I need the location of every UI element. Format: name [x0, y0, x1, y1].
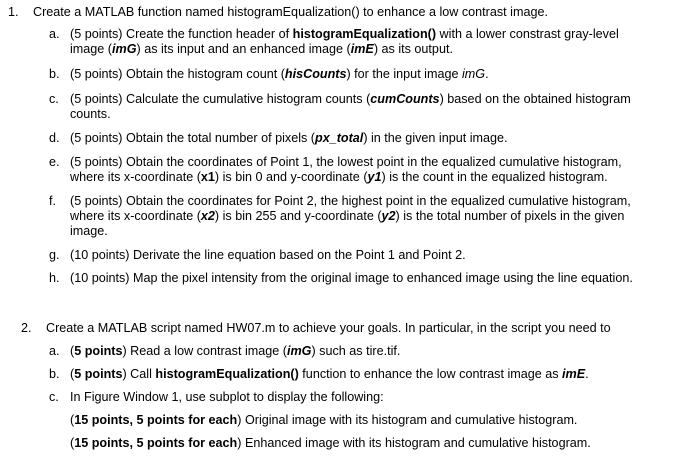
q1f-line2: where its x-coordinate (x2) is bin 255 and y-coordinate (y2) is the total number of pixels in the given	[70, 209, 625, 223]
q1d-line1: (5 points) Obtain the total number of pixels (px_total) in the given input image.	[70, 131, 508, 145]
q1f-label: f.	[49, 194, 56, 208]
q2b-label: b.	[49, 367, 60, 381]
q2-number: 2.	[21, 321, 32, 335]
q1b-label: b.	[49, 67, 60, 81]
q1f-line1: (5 points) Obtain the coordinates for Point 2, the highest point in the equalized cumulative histogram,	[70, 194, 631, 208]
q2c-point1: (15 points, 5 points for each) Original image with its histogram and cumulative histogram.	[70, 413, 578, 427]
q1h-label: h.	[49, 271, 60, 285]
q1h-line1: (10 points) Map the pixel intensity from the original image to enhanced image using the line equation.	[70, 271, 633, 285]
q1a-line2: image (imG) as its input and an enhanced image (imE) as its output.	[70, 42, 453, 56]
q1-heading: Create a MATLAB function named histogramEqualization() to enhance a low contrast image.	[33, 5, 548, 19]
q1d-label: d.	[49, 131, 60, 145]
q2c-line1: In Figure Window 1, use subplot to display the following:	[70, 390, 384, 404]
q1e-label: e.	[49, 155, 60, 169]
q1e-line2: where its x-coordinate (x1) is bin 0 and y-coordinate (y1) is the count in the equalized histogram.	[70, 170, 608, 184]
q1g-line1: (10 points) Derivate the line equation based on the Point 1 and Point 2.	[70, 248, 466, 262]
q2a-label: a.	[49, 344, 60, 358]
q1g-label: g.	[49, 248, 60, 262]
q1-number: 1.	[8, 5, 19, 19]
q2a-line1: (5 points) Read a low contrast image (imG) such as tire.tif.	[70, 344, 401, 358]
q1c-line2: counts.	[70, 107, 111, 121]
q1e-line1: (5 points) Obtain the coordinates of Point 1, the lowest point in the equalized cumulative histogram,	[70, 155, 622, 169]
q1b-line1: (5 points) Obtain the histogram count (hisCounts) for the input image imG.	[70, 67, 489, 81]
q2c-label: c.	[49, 390, 59, 404]
q2-heading: Create a MATLAB script named HW07.m to achieve your goals. In particular, in the script you need to	[46, 321, 611, 335]
q1a-label: a.	[49, 27, 60, 41]
q1a-line1: (5 points) Create the function header of histogramEqualization() with a lower constrast gray-level	[70, 27, 619, 41]
q1f-line3: image.	[70, 224, 108, 238]
q2c-point2: (15 points, 5 points for each) Enhanced image with its histogram and cumulative histogram.	[70, 436, 591, 450]
q1c-line1: (5 points) Calculate the cumulative histogram counts (cumCounts) based on the obtained histogram	[70, 92, 631, 106]
q1c-label: c.	[49, 92, 59, 106]
q2b-line1: (5 points) Call histogramEqualization() function to enhance the low contrast image as imE.	[70, 367, 589, 381]
